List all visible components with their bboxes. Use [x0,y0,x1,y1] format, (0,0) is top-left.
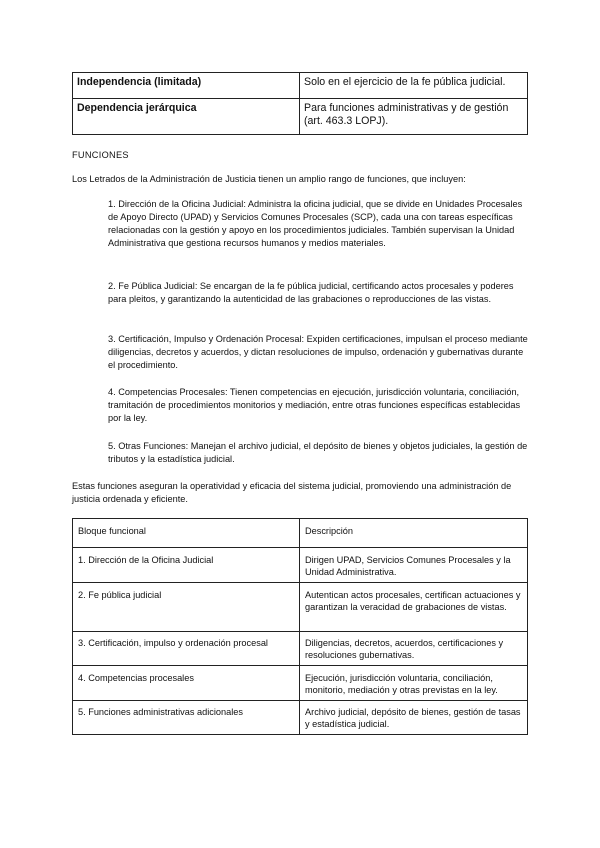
table-header-row [73,519,528,548]
table-cell-value: Solo en el ejercicio de la fe pública judicial. [300,73,528,99]
column-header: Bloque funcional [73,519,300,548]
table-row [73,701,528,735]
table-row [73,632,528,666]
table-cell-label: Dependencia jerárquica [73,99,300,135]
function-item: 1. Dirección de la Oficina Judicial: Administra la oficina judicial, que se divide en Unidades Procesales de Apoyo Directo (UPAD) y Servicios Comunes Procesales (SCP), cada una con tareas específicas relacionadas con la gestión y apoyo en los procedimientos judiciales. También supervisan la Unidad Administrativa que gestiona recursos humanos y medios materiales. [108,199,523,248]
section-heading: FUNCIONES [72,150,129,160]
closing-paragraph: Estas funciones aseguran la operatividad y eficacia del sistema judicial, promoviendo una administración de justicia ordenada y eficiente. [72,481,512,504]
table-cell: 2. Fe pública judicial [73,583,300,632]
function-item: 3. Certificación, Impulso y Ordenación Procesal: Expiden certificaciones, impulsan el proceso mediante diligencias, decretos y acuerdos, y dictan resoluciones de impulso, ordenación y gubernativas durante el procedimiento. [108,334,528,370]
table-row [73,73,528,99]
function-item: 2. Fe Pública Judicial: Se encargan de la fe pública judicial, certificando actos procesales y poderes para pleitos, y garantizando la autenticidad de las grabaciones o reproducciones de las vistas. [108,281,514,304]
intro-paragraph: Los Letrados de la Administración de Justicia tienen un amplio rango de funciones, que incluyen: [72,174,466,184]
table-cell: 3. Certificación, impulso y ordenación procesal [73,632,300,666]
column-header: Descripción [300,519,528,548]
table-cell-value: Para funciones administrativas y de gestión (art. 463.3 LOPJ). [300,99,528,135]
table-row [73,99,528,135]
table-cell: Autentican actos procesales, certifican actuaciones y garantizan la veracidad de grabaciones de vistas. [300,583,528,632]
table-cell: Diligencias, decretos, acuerdos, certificaciones y resoluciones gubernativas. [300,632,528,666]
function-item: 5. Otras Funciones: Manejan el archivo judicial, el depósito de bienes y objetos judiciales, la gestión de tributos y la estadística judicial. [108,441,528,464]
table-cell: 5. Funciones administrativas adicionales [73,701,300,735]
table-cell: 4. Competencias procesales [73,666,300,701]
status-table [72,72,528,135]
table-cell: 1. Dirección de la Oficina Judicial [73,548,300,583]
table-row [73,548,528,583]
function-item: 4. Competencias Procesales: Tienen competencias en ejecución, jurisdicción voluntaria, conciliación, tramitación de procedimientos monitorios y mediación, entre otras funciones específicas establecidas por la ley. [108,387,521,423]
table-cell: Archivo judicial, depósito de bienes, gestión de tasas y estadística judicial. [300,701,528,735]
table-row [73,666,528,701]
table-cell: Ejecución, jurisdicción voluntaria, conciliación, monitorio, mediación y otras previstas en la ley. [300,666,528,701]
table-cell-label: Independencia (limitada) [73,73,300,99]
functions-table [72,518,528,735]
table-row [73,583,528,632]
table-cell: Dirigen UPAD, Servicios Comunes Procesales y la Unidad Administrativa. [300,548,528,583]
